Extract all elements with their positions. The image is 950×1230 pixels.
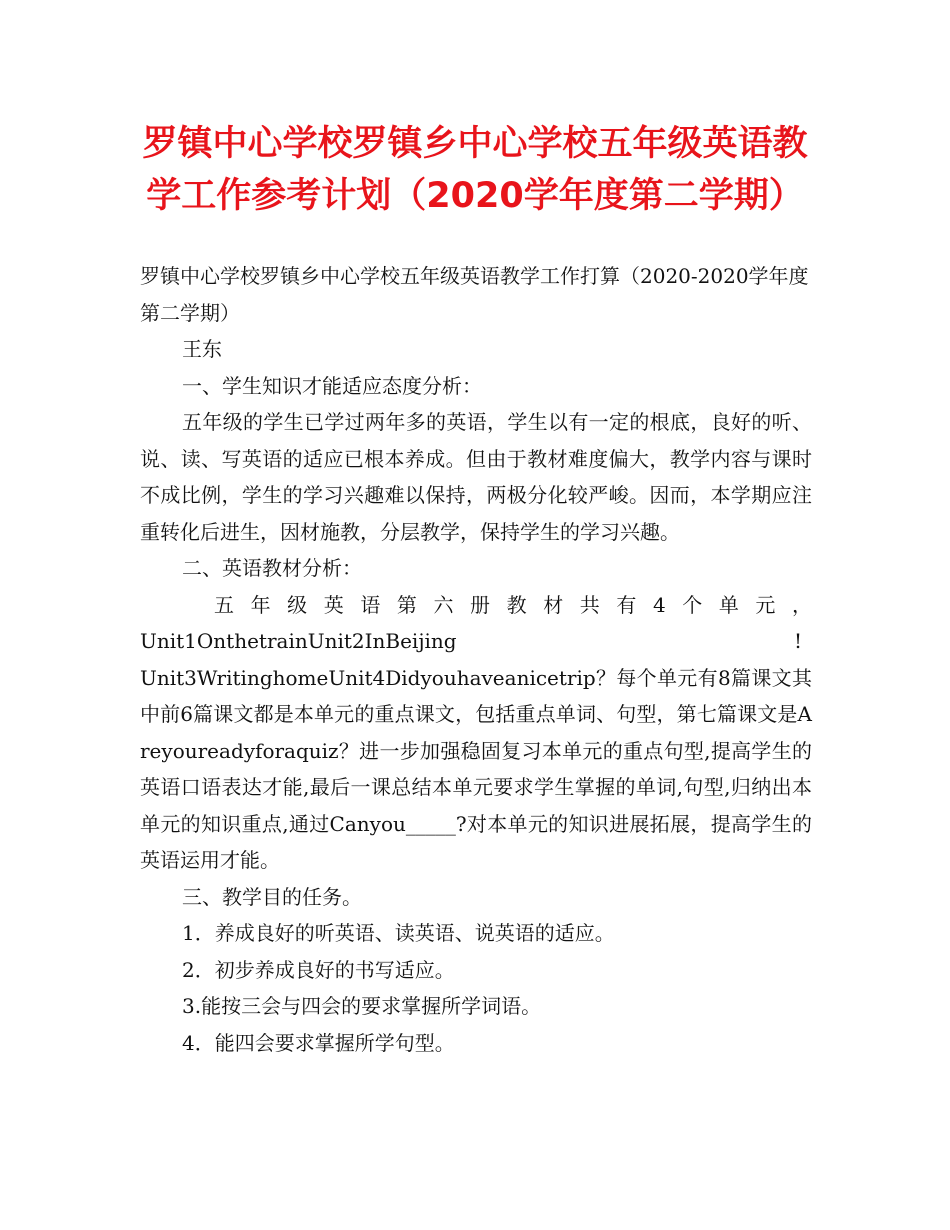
section-2-line-2-text: Unit1OnthetrainUnit2InBeijing bbox=[140, 629, 457, 653]
section-1-heading: 一、学生知识才能适应态度分析： bbox=[182, 373, 482, 398]
section-2-heading: 二、英语教材分析： bbox=[182, 556, 362, 580]
author-name: 王东 bbox=[182, 337, 222, 361]
subtitle-paragraph: 罗镇中心学校罗镇乡中心学校五年级英语教学工作打算（2020-2020学年度第二学期） bbox=[140, 264, 809, 325]
section-1-paragraph: 五年级的学生已学过两年多的英语，学生以有一定的根底，良好的听、说、读、写英语的适应已根本养成。但由于教材难度偏大，教学内容与课时不成比例，学生的学习兴趣难以保持，两极分化较严峻。因而，本学期应注重转化后进生，因材施教，分层教学，保持学生的学习兴趣。 bbox=[140, 410, 812, 544]
list-item-1: 1．养成良好的听英语、读英语、说英语的适应。 bbox=[182, 921, 615, 945]
section-2-paragraph: Unit3WritinghomeUnit4Didyouhaveanicetrip？每个单元有8篇课文其中前6篇课文都是本单元的重点课文，包括重点单词、句型，第七篇课文是Areyoureadyforaquiz？进一步加强稳固复习本单元的重点句型,提高学生的英语口语表达才能,最后一课总结本单元要求学生掌握的单词,句型,归纳出本单元的知识重点,通过Canyou_____?对本单元的知识进展拓展，提高学生的英语运用才能。 bbox=[140, 665, 812, 872]
document-title: 罗镇中心学校罗镇乡中心学校五年级英语教学工作参考计划（2020学年度第二学期） bbox=[142, 124, 808, 216]
list-item-3: 3.能按三会与四会的要求掌握所学词语。 bbox=[182, 994, 542, 1018]
section-2-line-2 bbox=[140, 623, 812, 660]
list-item-2: 2．初步养成良好的书写适应。 bbox=[182, 957, 455, 982]
list-item-4: 4．能四会要求掌握所学句型。 bbox=[182, 1030, 455, 1055]
document-body bbox=[140, 258, 812, 1061]
section-2-line-1: 五年级英语第六册教材共有4个单元， bbox=[214, 592, 812, 617]
section-3-heading: 三、教学目的任务。 bbox=[182, 884, 362, 909]
section-2-line-2-mark: ! bbox=[793, 629, 802, 653]
